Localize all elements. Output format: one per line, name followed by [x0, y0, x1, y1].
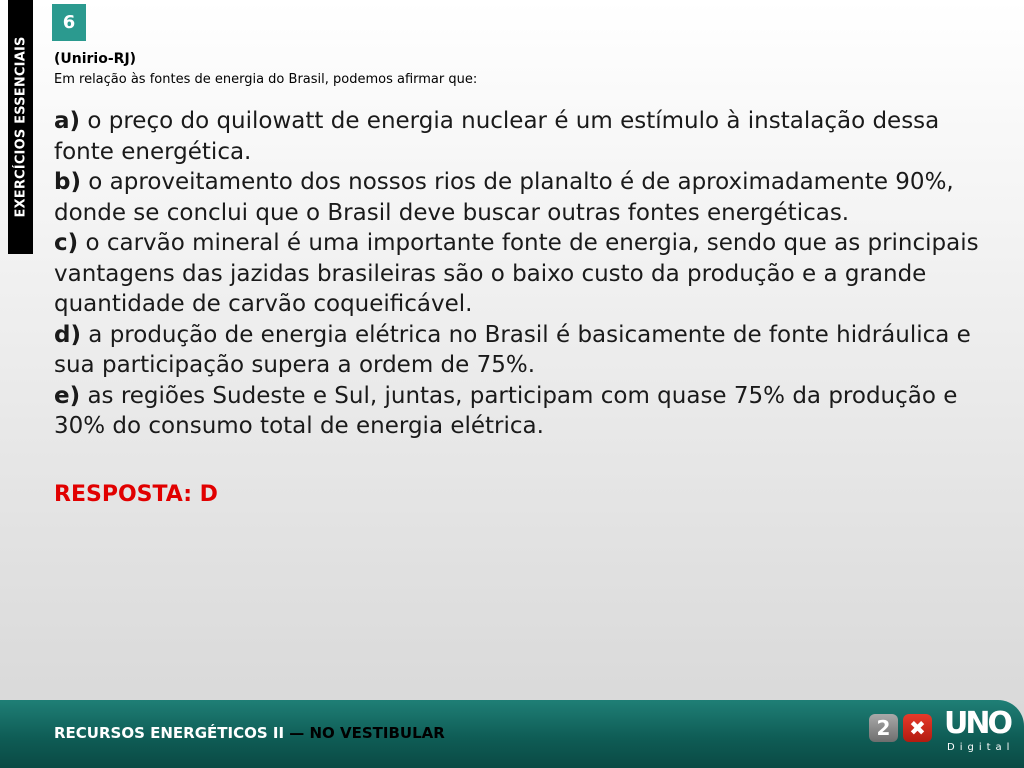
option-letter: c)	[54, 230, 79, 256]
option-letter: b)	[54, 169, 81, 195]
logo-badge-x-icon: ✖	[903, 714, 932, 742]
option-e	[54, 381, 984, 442]
footer-bar	[0, 700, 1024, 768]
footer-title	[54, 724, 445, 742]
footer-subtitle: NO VESTIBULAR	[309, 724, 445, 742]
question-source: (Unirio-RJ)	[54, 51, 137, 67]
option-c	[54, 228, 984, 320]
option-text: o carvão mineral é uma importante fonte de energia, sendo que as principais vantagens das jazidas brasileiras são o baixo custo da produção e a grande quantidade de carvão coqueificável.	[54, 230, 979, 317]
option-text: as regiões Sudeste e Sul, juntas, participam com quase 75% da produção e 30% do consumo total de energia elétrica.	[54, 382, 958, 439]
logo-badge-2: 2	[869, 714, 898, 742]
footer-topic: RECURSOS ENERGÉTICOS II	[54, 724, 285, 742]
side-band	[8, 0, 33, 254]
option-text: a produção de energia elétrica no Brasil é basicamente de fonte hidráulica e sua participação supera a ordem de 75%.	[54, 321, 971, 378]
footer-separator: —	[284, 724, 310, 742]
options-list	[54, 106, 984, 442]
question-prompt: Em relação às fontes de energia do Brasil, podemos afirmar que:	[54, 72, 478, 87]
brand-logo: UNO	[944, 706, 1010, 741]
section-label: EXERCÍCIOS ESSENCIAIS	[13, 36, 28, 218]
option-letter: a)	[54, 108, 81, 134]
option-text: o aproveitamento dos nossos rios de planalto é de aproximadamente 90%, donde se conclui que o Brasil deve buscar outras fontes energéticas.	[54, 169, 954, 226]
option-b	[54, 167, 984, 228]
option-a	[54, 106, 984, 167]
option-letter: e)	[54, 382, 81, 409]
brand-logo-sub: Digital	[947, 742, 1015, 753]
question-number: 6	[52, 4, 86, 41]
option-d	[54, 320, 984, 381]
option-letter: d)	[54, 321, 81, 348]
option-text: o preço do quilowatt de energia nuclear é um estímulo à instalação dessa fonte energética.	[54, 108, 940, 165]
answer-text: RESPOSTA: D	[54, 482, 218, 507]
